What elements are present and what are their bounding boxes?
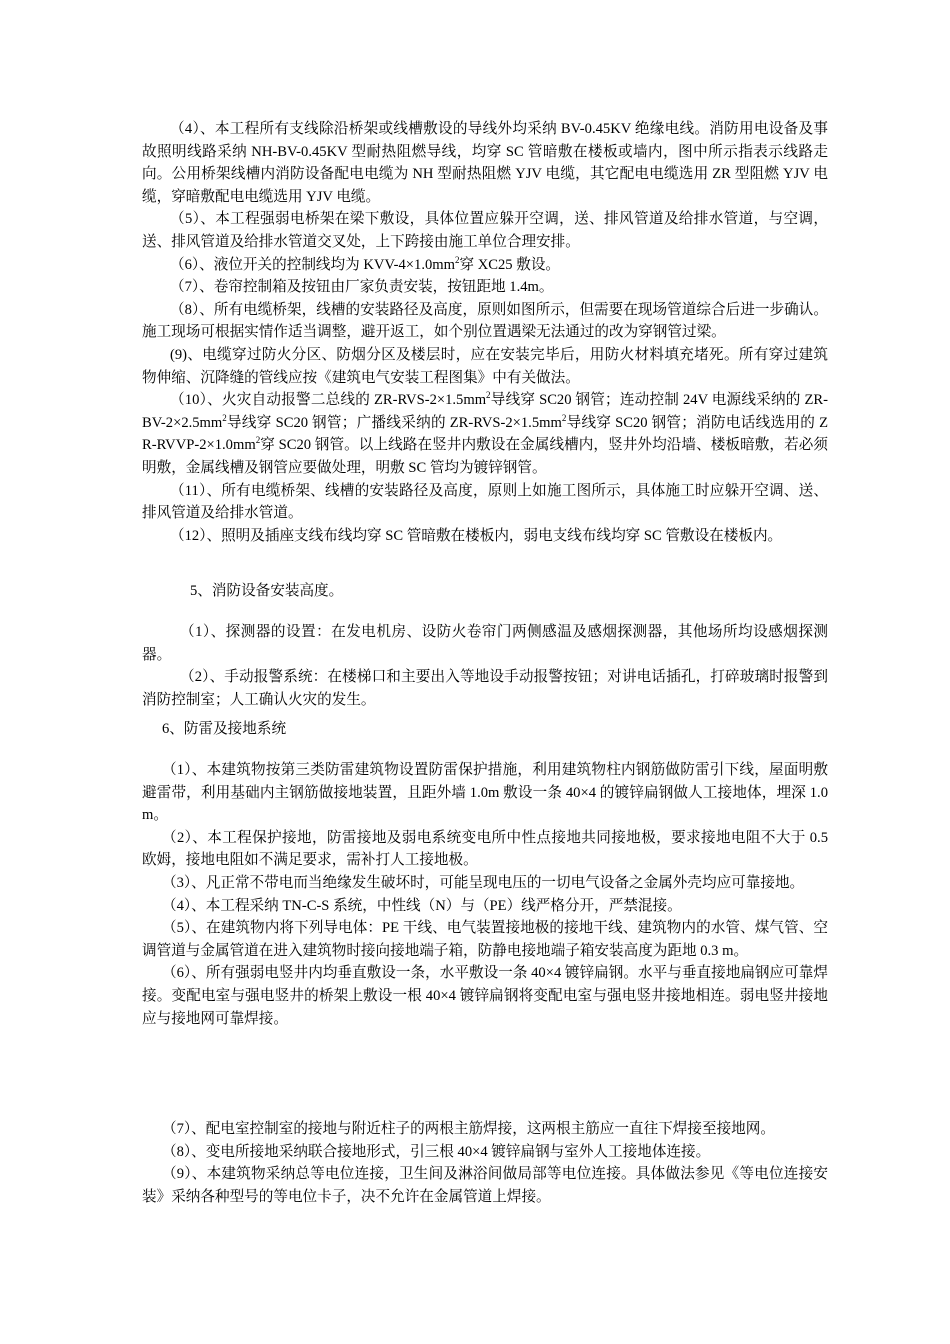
paragraph-10-text-d: 导线穿 SC20 钢管；消防电话线选用的 ZR-RVVP-2×1.0mm — [142, 414, 828, 454]
superscript-2: 2 — [222, 412, 227, 423]
section-6 — [142, 718, 828, 741]
paragraph-10-text-c: 导线穿 SC20 钢管；广播线采纳的 ZR-RVS-2×1.5mm — [226, 414, 562, 431]
paragraph-9: (9)、电缆穿过防火分区、防烟分区及楼层时，应在安装完毕后，用防火材料填充堵死。所有穿过建筑物伸缩、沉降缝的管线应按《建筑电气安装工程图集》中有关做法。 — [142, 346, 828, 386]
section-5-paragraph-1: （1）、探测器的设置：在发电机房、设防火卷帘门两侧感温及感烟探测器，其他场所均设感烟探测器。 — [142, 624, 828, 663]
paragraph-5: （5）、本工程强弱电桥架在梁下敷设，具体位置应躲开空调，送、排风管道及给排水管道，与空调，送、排风管道及给排水管道交叉处，上下跨接由施工单位合理安排。 — [142, 211, 828, 250]
section-6-paragraph-8: （8）、变电所接地采纳联合接地形式，引三根 40×4 镀锌扁钢与室外人工接地体连接。 — [162, 1143, 711, 1160]
section-6-paragraph-1: （1）、本建筑物按第三类防雷建筑物设置防雷保护措施，利用建筑物柱内钢筋做防雷引下线，屋面明敷避雷带，利用基础内主钢筋做接地装置，且距外墙 1.0m 敷设一条 40×4 的镀锌扁钢做人工接地体，埋深 1.0m。 — [142, 762, 828, 824]
section-5-body — [142, 621, 828, 711]
section-5 — [142, 580, 828, 603]
section-6-paragraph-7: （7）、配电室控制室的接地与附近柱子的两根主筋焊接，这两根主筋应一直往下焊接至接地网。 — [162, 1121, 775, 1137]
paragraph-6 — [142, 254, 828, 277]
superscript-2: 2 — [454, 254, 460, 265]
paragraph-4: （4）、本工程所有支线除沿桥架或线槽敷设的导线外均采纳 BV-0.45KV 绝缘电线。消防用电设备及事故照明线路采纳 NH-BV-0.45KV 型耐热阻燃导线，均穿 SC 管暗敷在楼板或墙内，图中所示指表示线路走向。公用桥架线槽内消防设备配电电缆为 NH 型耐热阻燃 YJV 电缆，其它配电电缆选用 ZR 型阻燃 YJV 电缆，穿暗敷配电电缆选用 YJV 电缆。 — [142, 121, 828, 205]
section-5-paragraph-2: （2）、手动报警系统：在楼梯口和主要出入等地设手动报警按钮；对讲电话插孔，打碎玻璃时报警到消防控制室；人工确认火灾的发生。 — [142, 669, 828, 708]
paragraph-8: （8）、所有电缆桥架，线槽的安装路径及高度，原则如图所示，但需要在现场管道综合后进一步确认。施工现场可根据实情作适当调整，避开返工，如个别位置遇梁无法通过的改为穿钢管过梁。 — [142, 301, 828, 341]
section-6-paragraph-9: （9）、本建筑物采纳总等电位连接，卫生间及淋浴间做局部等电位连接。具体做法参见《等电位连接安装》采纳各种型号的等电位卡子，决不允许在金属管道上焊接。 — [142, 1166, 828, 1205]
section-6-body — [142, 759, 828, 1030]
section-6-paragraph-2: （2）、本工程保护接地，防雷接地及弱电系统变电所中性点接地共同接地极，要求接地电阻不大于 0.5 欧姆，接地电阻如不满足要求，需补打人工接地极。 — [142, 829, 828, 869]
paragraph-11: （11）、所有电缆桥架、线槽的安装路径及高度，原则上如施工图所示，具体施工时应躲开空调、送、排风管道及给排水管道。 — [142, 482, 828, 522]
paragraph-7: （7）、卷帘控制箱及按钮由厂家负责安装，按钮距地 1.4m。 — [170, 279, 554, 296]
superscript-2: 2 — [561, 412, 567, 423]
section-6-heading: 6、防雷及接地系统 — [162, 721, 287, 737]
section-6-paragraph-3: （3）、凡正常不带电而当绝缘发生破坏时，可能呈现电压的一切电气设备之金属外壳均应可靠接地。 — [162, 874, 805, 891]
paragraph-10-text-a: （10）、火灾自动报警二总线的 ZR-RVS-2×1.5mm — [170, 392, 487, 409]
paragraph-10-text-b: 导线穿 SC20 钢管；连动控制 24V 电源线采纳的 ZR-BV-2×2.5mm — [142, 392, 828, 431]
superscript-2: 2 — [255, 435, 261, 446]
paragraph-10 — [142, 389, 828, 479]
section-5-heading: 5、消防设备安装高度。 — [190, 583, 344, 599]
paragraph-6-text-a: （6）、液位开关的控制线均为 KVV-4×1.0mm — [170, 256, 455, 273]
section-6-continued — [142, 1118, 828, 1208]
wiring-section — [142, 118, 828, 547]
section-6-paragraph-5: （5）、在建筑物内将下列导电体：PE 干线、电气装置接地极的接地干线、建筑物内的水管、煤气管、空调管道与金属管道在进入建筑物时接向接地端子箱，防静电接地端子箱安装高度为距地 0.3 m。 — [142, 920, 828, 959]
section-6-paragraph-4: （4）、本工程采纳 TN-C-S 系统，中性线（N）与（PE）线严格分开，严禁混接。 — [162, 897, 682, 914]
section-6-paragraph-6: （6）、所有强弱电竖井内均垂直敷设一条，水平敷设一条 40×4 镀锌扁钢。水平与垂直接地扁钢应可靠焊接。变配电室与强电竖井的桥架上敷设一根 40×4 镀锌扁钢将变配电室与强电竖井接地相连。弱电竖井接地应与接地网可靠焊接。 — [142, 965, 828, 1027]
paragraph-6-text-b: 穿 XC25 敷设。 — [459, 256, 561, 273]
paragraph-12: （12）、照明及插座支线布线均穿 SC 管暗敷在楼板内，弱电支线布线均穿 SC 管敷设在楼板内。 — [170, 527, 783, 544]
paragraph-10-text-e: 穿 SC20 钢管。以上线路在竖井内敷设在金属线槽内，竖井外均沿墙、楼板暗敷，若必须明敷，金属线槽及钢管应要做处理，明敷 SC 管均为镀锌钢管。 — [142, 437, 828, 476]
superscript-2: 2 — [486, 390, 491, 401]
